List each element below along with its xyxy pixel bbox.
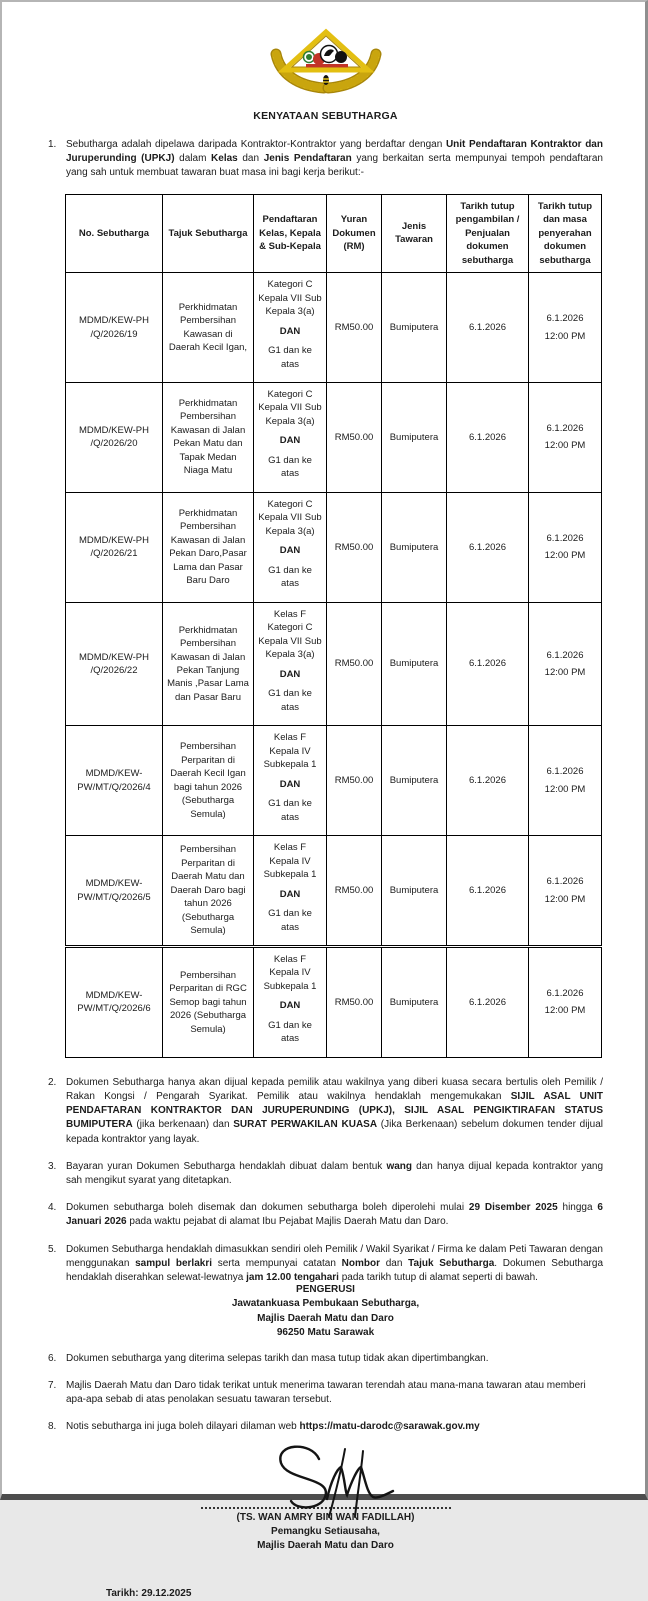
cell-closing-date: 6.1.2026 <box>447 492 529 602</box>
signatory-role: Pemangku Setiausaha, <box>271 1525 380 1537</box>
cell-registration-class: Kategori C Kepala VII Sub Kepala 3(a) DAN G1 dan ke atas <box>254 273 327 383</box>
cell-registration-class: Kategori C Kepala VII Sub Kepala 3(a) DAN G1 dan ke atas <box>254 382 327 492</box>
cell-closing-date: 6.1.2026 <box>447 947 529 1058</box>
address-line-council: Majlis Daerah Matu dan Daro <box>257 1312 394 1324</box>
cell-closing-date: 6.1.2026 <box>447 602 529 725</box>
cell-submission-deadline: 6.1.2026 12:00 PM <box>529 726 602 836</box>
table-row <box>66 726 602 836</box>
table-row <box>66 836 602 947</box>
cell-title: Perkhidmatan Pembersihan Kawasan di Jalan Pekan Matu dan Tapak Medan Niaga Matu <box>163 382 254 492</box>
cell-tender-type: Bumiputera <box>382 947 447 1058</box>
item-text: Dokumen Sebutharga hanya akan dijual kepada pemilik atau wakilnya yang diberi kuasa secara bertulis oleh Pemilik / Rakan Kongsi / Pengarah Syarikat. Pemilik atau wakilnya hendaklah mengemukakan SIJIL ASAL UNIT PENDAFTARAN KONTRAKTOR DAN JURUPERUNDING (UPKJ), SIJIL ASAL PENGIKTIRAFAN STATUS BUMIPUTERA (jika berkenaan) dan SURAT PERWAKILAN KUASA (Jika Berkenaan) sebelum dokumen tender dijual kepada kontraktor yang layak. <box>66 1076 603 1145</box>
cell-document-fee: RM50.00 <box>327 836 382 947</box>
table-row <box>66 273 602 383</box>
crest-container <box>48 28 603 99</box>
col-header-yuran: Yuran Dokumen (RM) <box>327 194 382 272</box>
address-line-chairman: PENGERUSI <box>296 1284 355 1296</box>
table-row <box>66 382 602 492</box>
item-number: 1. <box>48 139 57 151</box>
item-number: 7. <box>48 1380 57 1392</box>
address-line-postcode: 96250 Matu Sarawak <box>276 1326 375 1338</box>
cell-submission-deadline: 6.1.2026 12:00 PM <box>529 602 602 725</box>
signatory-name: (TS. WAN AMRY BIN WAN FADILLAH) <box>236 1511 415 1523</box>
item-text-with-link[interactable]: Notis sebutharga ini juga boleh dilayari dilaman web https://matu-darodc@sarawak.gov.my <box>66 1421 480 1433</box>
cell-tender-type: Bumiputera <box>382 602 447 725</box>
cell-submission-deadline: 6.1.2026 12:00 PM <box>529 492 602 602</box>
cell-document-fee: RM50.00 <box>327 947 382 1058</box>
item-text: Majlis Daerah Matu dan Daro tidak terikat untuk menerima tawaran terendah atau mana-mana tawaran atau memberi apa-apa sebab di atas penolakan sesuatu tawaran tersebut. <box>66 1380 586 1406</box>
notice-item-2 <box>48 1076 603 1147</box>
cell-registration-class: Kelas F Kepala IV Subkepala 1 DAN G1 dan ke atas <box>254 836 327 947</box>
cell-title: Pembersihan Perparitan di Daerah Kecil Igan bagi tahun 2026 (Sebutharga Semula) <box>163 726 254 836</box>
cell-document-fee: RM50.00 <box>327 602 382 725</box>
item-number: 6. <box>48 1352 57 1364</box>
cell-tender-type: Bumiputera <box>382 273 447 383</box>
cell-closing-date: 6.1.2026 <box>447 382 529 492</box>
signatory-organization: Majlis Daerah Matu dan Daro <box>257 1540 394 1552</box>
col-header-jenis: Jenis Tawaran <box>382 194 447 272</box>
item-text: Dokumen Sebutharga hendaklah dimasukkan sendiri oleh Pemilik / Wakil Syarikat / Firma ke dalam Peti Tawaran dengan menggunakan sampul berlakri serta mempunyai catatan Nombor dan Tajuk Sebutharga. Dokumen Sebutharga hendaklah diserahkan selewat-lewatnya jam 12.00 tengahari pada tarikh tutup di alamat seperti di bawah. <box>66 1243 604 1283</box>
item-number: 5. <box>48 1243 57 1255</box>
cell-quote-number: MDMD/KEW-PH /Q/2026/19 <box>66 273 163 383</box>
document-date: Tarikh: 29.12.2025 <box>106 1588 192 1600</box>
cell-document-fee: RM50.00 <box>327 382 382 492</box>
col-header-tajuk: Tajuk Sebutharga <box>163 194 254 272</box>
table-row <box>66 492 602 602</box>
cell-title: Perkhidmatan Pembersihan Kawasan di Jalan Pekan Daro,Pasar Lama dan Pasar Baru Daro <box>163 492 254 602</box>
item-number: 2. <box>48 1076 57 1088</box>
cell-quote-number: MDMD/KEW-PW/MT/Q/2026/6 <box>66 947 163 1058</box>
cell-quote-number: MDMD/KEW-PH /Q/2026/22 <box>66 602 163 725</box>
notice-item-8 <box>48 1420 603 1434</box>
col-header-pendaftaran: Pendaftaran Kelas, Kepala & Sub-Kepala <box>254 194 327 272</box>
notice-item-7 <box>48 1379 603 1407</box>
item-text: Dokumen sebutharga boleh disemak dan dokumen sebutharga boleh diperolehi mulai 29 Disember 2025 hingga 6 Januari 2026 pada waktu pejabat di alamat Ibu Pejabat Majlis Daerah Matu dan Daro. <box>66 1202 603 1228</box>
item-number: 8. <box>48 1421 57 1433</box>
cell-tender-type: Bumiputera <box>382 726 447 836</box>
notice-item-5 <box>48 1243 603 1286</box>
address-line-committee: Jawatankuasa Pembukaan Sebutharga, <box>231 1298 420 1310</box>
item-number: 3. <box>48 1160 57 1172</box>
cell-title: Pembersihan Perparitan di RGC Semop bagi tahun 2026 (Sebutharga Semula) <box>163 947 254 1058</box>
cell-tender-type: Bumiputera <box>382 492 447 602</box>
tender-table <box>65 194 602 1058</box>
cell-title: Perkhidmatan Pembersihan Kawasan di Jalan Pekan Tanjung Manis ,Pasar Lama dan Pasar Baru <box>163 602 254 725</box>
signature-block <box>48 1437 603 1554</box>
item-text: Bayaran yuran Dokumen Sebutharga hendaklah dibuat dalam bentuk wang dan hanya dijual kepada kontraktor yang sah mengikut syarat yang ditetapkan. <box>66 1160 604 1187</box>
cell-document-fee: RM50.00 <box>327 726 382 836</box>
cell-submission-deadline: 6.1.2026 12:00 PM <box>529 947 602 1058</box>
cell-quote-number: MDMD/KEW-PH /Q/2026/20 <box>66 382 163 492</box>
table-row <box>66 947 602 1058</box>
cell-quote-number: MDMD/KEW-PW/MT/Q/2026/5 <box>66 836 163 947</box>
notice-item-1 <box>48 138 603 181</box>
cell-title: Perkhidmatan Pembersihan Kawasan di Daerah Kecil Igan, <box>163 273 254 383</box>
cell-closing-date: 6.1.2026 <box>447 726 529 836</box>
cell-registration-class: Kelas F Kepala IV Subkepala 1 DAN G1 dan ke atas <box>254 947 327 1058</box>
cell-submission-deadline: 6.1.2026 12:00 PM <box>529 273 602 383</box>
cell-registration-class: Kategori C Kepala VII Sub Kepala 3(a) DAN G1 dan ke atas <box>254 492 327 602</box>
col-header-tarikh-tutup: Tarikh tutup pengambilan / Penjualan dokumen sebutharga <box>447 194 529 272</box>
table-body <box>66 273 602 1058</box>
notice-item-4 <box>48 1201 603 1229</box>
page-title: KENYATAAN SEBUTHARGA <box>253 110 398 123</box>
cell-closing-date: 6.1.2026 <box>447 273 529 383</box>
col-header-no: No. Sebutharga <box>66 194 163 272</box>
signature-line <box>201 1507 451 1509</box>
cell-registration-class: Kelas F Kategori C Kepala VII Sub Kepala 3(a) DAN G1 dan ke atas <box>254 602 327 725</box>
item-number: 4. <box>48 1202 57 1214</box>
cell-tender-type: Bumiputera <box>382 382 447 492</box>
notice-item-6 <box>48 1352 603 1366</box>
cell-document-fee: RM50.00 <box>327 273 382 383</box>
table-header-row <box>66 194 602 272</box>
col-header-penyerahan: Tarikh tutup dan masa penyerahan dokumen sebutharga <box>529 194 602 272</box>
cell-submission-deadline: 6.1.2026 12:00 PM <box>529 382 602 492</box>
notice-item-3 <box>48 1160 603 1188</box>
cell-tender-type: Bumiputera <box>382 836 447 947</box>
cell-registration-class: Kelas F Kepala IV Subkepala 1 DAN G1 dan ke atas <box>254 726 327 836</box>
cell-document-fee: RM50.00 <box>327 492 382 602</box>
table-row <box>66 602 602 725</box>
cell-title: Pembersihan Perparitan di Daerah Matu dan Daerah Daro bagi tahun 2026 (Sebutharga Semula) <box>163 836 254 947</box>
cell-quote-number: MDMD/KEW-PH /Q/2026/21 <box>66 492 163 602</box>
item-text: Sebutharga adalah dipelawa daripada Kontraktor-Kontraktor yang berdaftar dengan Unit Pendaftaran Kontraktor dan Juruperunding (UPKJ) dalam Kelas dan Jenis Pendaftaran yang berkaitan serta mempunyai tempoh pendaftaran yang sah untuk membuat tawaran buat masa ini bagi kerja berikut:- <box>66 139 603 179</box>
cell-quote-number: MDMD/KEW-PW/MT/Q/2026/4 <box>66 726 163 836</box>
cell-closing-date: 6.1.2026 <box>447 836 529 947</box>
council-crest-icon <box>268 28 384 94</box>
item-text: Dokumen sebutharga yang diterima selepas tarikh dan masa tutup tidak akan dipertimbangkan. <box>66 1352 489 1364</box>
submission-address-block <box>48 1283 603 1340</box>
cell-submission-deadline: 6.1.2026 12:00 PM <box>529 836 602 947</box>
